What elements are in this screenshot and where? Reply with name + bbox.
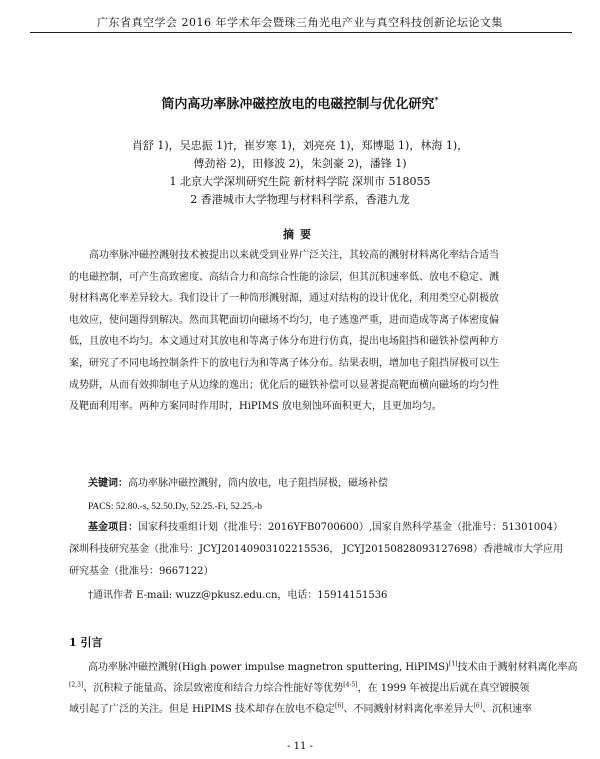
abstract-line: 案，研究了不同电场控制条件下的放电行为和等离子体分布。结果表明，增加电子阻挡屏极可以生: [69, 357, 499, 369]
funding-line-2: 深圳科技研究基金（批准号：JCYJ20140903102215536， JCYJ20150828093127698）香港城市大学应用: [69, 544, 564, 555]
citation-ref: [1]: [449, 660, 458, 668]
paper-title-text: 筒内高功率脉冲磁控放电的电磁控制与优化研究: [161, 97, 435, 112]
funding-text: 国家科技重组计划（批准号：2016YFB0700600）,国家自然科学基金（批准号：51301004）: [138, 522, 563, 533]
paper-title: [0, 93, 600, 112]
abstract-line: 高功率脉冲磁控溅射技术被提出以来就受到业界广泛关注，其较高的溅射材料离化率结合适当: [89, 250, 499, 261]
intro-text: 、不同溅射材料离化率差异大: [343, 704, 474, 715]
keywords-text: 高功率脉冲磁控溅射，筒内放电，电子阻挡屏极，磁场补偿: [128, 478, 388, 489]
page-number: - 11 -: [287, 741, 313, 752]
funding-line-3: 研究基金（批准号：9667122）: [69, 566, 214, 577]
running-header: 广东省真空学会 2016 年学术年会暨珠三角光电产业与真空科技创新论坛论文集: [97, 16, 503, 29]
abstract-line: 成势阱，从而有效抑制电子从边缘的逸出；优化后的磁铁补偿可以显著提高靶面横向磁场的均匀性: [69, 379, 499, 391]
section-heading-introduction: 1 引言: [69, 636, 103, 649]
intro-text: 、沉积速率: [482, 704, 533, 715]
corresponding-author: †通讯作者 E-mail: wuzz@pkusz.edu.cn，电话：15914151536: [88, 590, 388, 601]
citation-ref: [2,3]: [69, 681, 84, 689]
funding-label: 基金项目：: [88, 522, 138, 533]
header-rule: [30, 32, 572, 33]
abstract-line: 低，且放电不均匀。本文通过对其放电和等离子体分布进行仿真，提出电场阻挡和磁铁补偿两种方: [69, 336, 499, 348]
affiliation-1: 1 北京大学深圳研究生院 新材料学院 深圳市 518055: [169, 175, 431, 188]
intro-line-1: [69, 658, 578, 679]
intro-line-3: [69, 700, 552, 721]
author-line-1: 肖舒 1)，吴忠振 1)†，崔岁寒 1)，刘亮亮 1)，郑博聪 1)，林海 1)，: [131, 139, 469, 152]
affiliation-2: 2 香港城市大学物理与材料科学系，香港九龙: [190, 193, 410, 206]
abstract-heading: 摘要: [283, 228, 317, 241]
abstract-line: 及靶面利用率。两种方案同时作用时，HiPIMS 放电刻蚀环面积更大，且更加均匀。: [69, 401, 442, 413]
intro-text: 技术由于溅射材料离化率高: [457, 662, 578, 673]
keywords-label: 关键词：: [88, 478, 128, 489]
intro-text: ，在 1999 年被提出后就在真空镀膜领: [357, 683, 530, 694]
author-line-2: 傅劲裕 2)，田修波 2)，朱剑豪 2)，潘锋 1): [193, 157, 407, 170]
citation-ref: [6]: [335, 702, 344, 710]
abstract-line: 电效应，使问题得到解决。然而其靶面切向磁场不均匀，电子逃逸严重，进而造成等离子体密度偏: [69, 314, 499, 326]
intro-text: 域引起了广泛的关注。但是 HiPIMS 技术却存在放电不稳定: [69, 704, 336, 715]
keywords: [88, 474, 558, 489]
funding-line-1: [69, 518, 563, 540]
abstract-line: 射材料离化率差异较大。我们设计了一种筒形溅射源，通过对结构的设计优化，利用类空心阴极放: [69, 293, 499, 305]
title-footnote-mark: *: [434, 94, 439, 105]
citation-ref: [6]: [473, 702, 483, 710]
introduction-body: [69, 658, 578, 721]
citation-ref: [4-5]: [343, 681, 358, 689]
funding-block: [69, 518, 564, 584]
abstract-line: 的电磁控制，可产生高致密度、高结合力和高综合性能的涂层，但其沉积速率低、放电不稳定、溅: [69, 271, 499, 283]
intro-line-2: [69, 679, 552, 700]
pacs-codes: PACS: 52.80.-s, 52.50.Dy, 52.25.-Fi, 52.25.-b: [88, 502, 263, 512]
abstract-body: [69, 245, 552, 418]
intro-text: 高功率脉冲磁控溅射(High power impulse magnetron sputtering, HiPIMS): [88, 662, 449, 673]
intro-text: 、沉积粒子能量高、涂层致密度和结合力综合性能好等优势: [83, 683, 344, 694]
